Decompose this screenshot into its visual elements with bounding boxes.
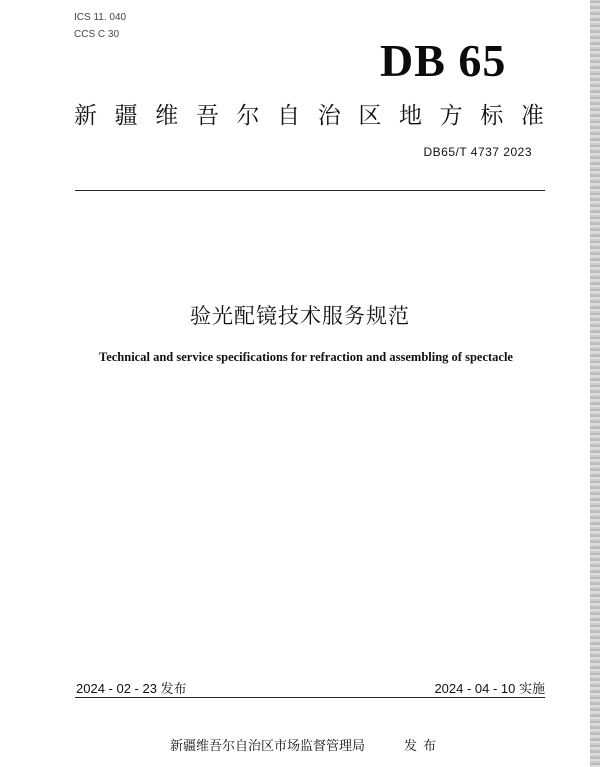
footer-divider — [75, 697, 545, 698]
ccs-code: CCS C 30 — [74, 29, 120, 40]
scan-edge — [590, 0, 600, 767]
ics-code: ICS 11. 040 — [74, 12, 127, 23]
title-chinese: 验光配镜技术服务规范 — [190, 304, 410, 328]
title-english: Technical and service specifications for refraction and assembling of spectacle — [99, 350, 513, 364]
standard-type-char: 维 — [155, 103, 179, 129]
standard-type-char: 地 — [399, 103, 422, 129]
standard-type-char: 准 — [520, 103, 544, 129]
standard-type-char: 自 — [277, 103, 301, 129]
standard-number: DB65/T 4737 2023 — [423, 145, 532, 159]
header-divider — [75, 190, 545, 191]
publish-label: 发布 — [404, 739, 443, 754]
standard-type-char: 治 — [317, 103, 341, 129]
publisher: 新疆维吾尔自治区市场监督管理局 — [170, 739, 366, 754]
standard-type-char: 新 — [74, 103, 97, 129]
issue-date: 2024 - 02 - 23 发布 — [76, 681, 187, 696]
standard-type-char: 疆 — [114, 103, 138, 129]
standard-type-char: 方 — [439, 103, 463, 129]
standard-type-char: 吾 — [195, 103, 219, 129]
standard-mark: DB 65 — [380, 35, 507, 86]
implementation-date: 2024 - 04 - 10 实施 — [434, 681, 545, 696]
standard-type — [74, 97, 544, 130]
standard-type-char: 标 — [480, 103, 504, 129]
standard-type-char: 尔 — [236, 103, 260, 129]
standard-type-char: 区 — [358, 103, 382, 129]
